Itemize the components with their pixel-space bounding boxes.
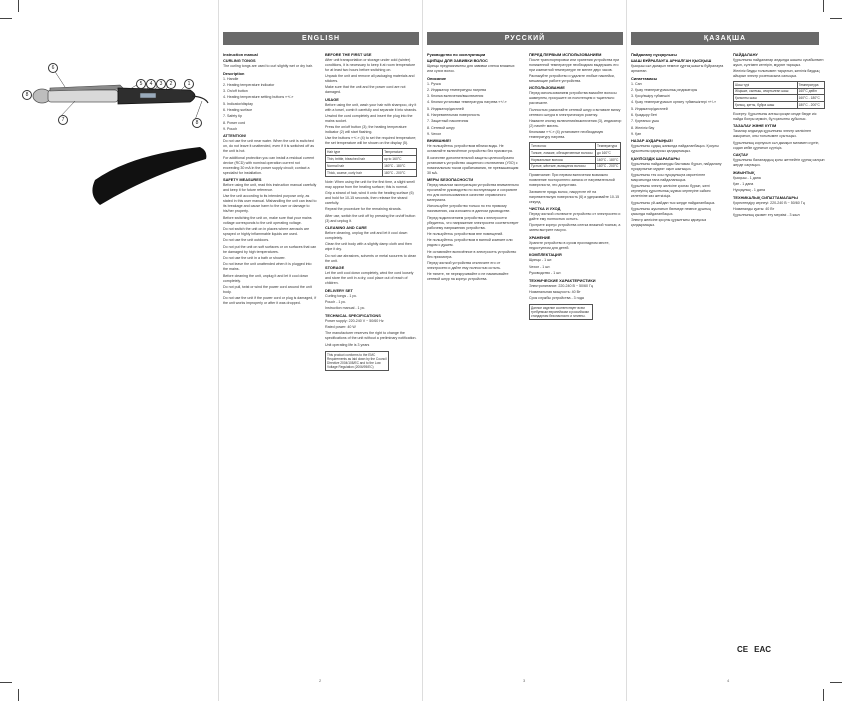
paragraph: Номиналды қуаты: 40 Вт <box>733 207 775 212</box>
table-row <box>734 88 825 95</box>
handle-shape <box>118 88 195 104</box>
section-heading: ТАЗАЛАУ ЖӘНЕ КҮТІМ <box>733 123 777 129</box>
page-number: 2 <box>319 678 322 683</box>
paragraph: 5. Индикатор/дисплей <box>427 106 464 111</box>
paragraph: Перед чисткой отключите устройство от электросети и дайте ему полностью остыть. <box>529 212 621 222</box>
paragraph: Перед использованием устройства вымойте волосы шампунем, просушите их полотенцем и тщательно расчешите. <box>529 91 617 106</box>
paragraph: Электр желісіне қосулы құрылғыны қараусыз қалдырмаңыз. <box>631 218 707 228</box>
paragraph: Полностью размотайте сетевой шнур и вставьте вилку сетевого шнура в электрическую розетку. <box>529 107 621 117</box>
paragraph: Нажмите кнопку включения/выключения (3), индикатор (2) начнёт мигать. <box>529 118 622 128</box>
table-row <box>734 102 825 109</box>
paragraph: Не пользуйтесь устройством в ванной комнате или рядом с душем. <box>427 238 513 248</box>
paragraph: Қысқыш - 1 дана <box>733 175 761 180</box>
section-heading: ТЕХНИЧЕСКИЕ ХАРАКТЕРИСТИКИ <box>529 277 596 283</box>
callout-badge: 7 <box>58 115 68 125</box>
table-cell: Қалыпты шаш <box>734 95 798 102</box>
text-column <box>223 50 317 371</box>
paragraph: Срок службы устройства - 3 года <box>529 296 584 301</box>
display-shape <box>140 93 156 98</box>
paragraph: Храните устройство в сухом прохладном месте, недоступном для детей. <box>529 240 610 250</box>
paragraph: Используйте устройство только по его прямому назначению, как изложено в данном руководстве. <box>427 204 511 214</box>
paragraph: 3. On/off button <box>223 89 248 94</box>
paragraph: 8. Желілік бау <box>631 125 655 130</box>
table-cell: Тонкие, ломкие, обесцвеченные волосы <box>530 149 596 156</box>
paragraph: Do not use abrasives, solvents or metal scourers to clean the unit. <box>325 253 417 263</box>
section-heading: КОМПЛЕКТАЦИЯ <box>529 252 562 258</box>
table-cell: Тип волос <box>530 143 596 150</box>
paragraph: 9. Чехол <box>427 131 442 136</box>
paragraph: Протрите корпус устройства слегка влажной тканью, а затем вытрите насухо. <box>529 223 621 233</box>
ce-mark: CE <box>737 645 749 654</box>
paragraph: Unit operating life is 3 years <box>325 342 370 347</box>
paragraph: Power supply: 220-240 V ~ 50/60 Hz <box>325 318 384 323</box>
paragraph: 2. Индикатор температуры нагрева <box>427 87 486 92</box>
temperature-table <box>529 142 621 170</box>
curling-tongs-illustration <box>20 55 210 215</box>
section-heading: САҚТАУ <box>733 152 749 158</box>
paragraph: В качестве дополнительной защиты целесообразно установить устройство защитного отключения (УЗО) с номинальным током срабатывания, не превышающим 30 мА. <box>427 155 519 175</box>
paragraph: 7. Защитный наконечник <box>427 119 469 124</box>
table-row <box>734 81 825 88</box>
section-heading: Описание <box>427 75 447 81</box>
paragraph: Не оставляйте включённое в электросеть устройство без присмотра. <box>427 249 517 259</box>
paragraph: Құрылғыны тек осы нұсқаулықта көрсетілген мақсатында ғана пайдаланыңыз. <box>631 173 706 183</box>
section-heading: ТЕХНИКАЛЫҚ СИПАТТАМАЛАРЫ <box>733 194 798 200</box>
paragraph: Do not put the unit on soft surfaces or on surfaces that can be damaged by high temperatures. <box>223 244 317 254</box>
paragraph: Do not use the unit in a bath or shower. <box>223 255 286 260</box>
paragraph: Do not pull, twist or wind the power cord around the unit body. <box>223 284 312 294</box>
callout-badge: 8 <box>192 118 202 128</box>
temperature-table <box>733 81 825 109</box>
paragraph: Перед чисткой устройства отключите его от электросети и дайте ему полностью остыть. <box>427 260 501 270</box>
table-row <box>734 95 825 102</box>
paragraph: Құрылғыны электр желісіне қоспас бұрын, желі кернеуінің құрылғының жұмыс кернеуіне сәйкес келетініне көз жеткізіңіз. <box>631 184 711 199</box>
paragraph: 2. Қызу температурасының индикаторы <box>631 87 698 92</box>
table-cell: Hair type <box>326 149 383 156</box>
section-heading: Руководство по эксплуатации <box>427 51 486 57</box>
table-row <box>326 156 417 163</box>
section-heading: ИСПОЛЬЗОВАНИЕ <box>529 85 565 91</box>
section-band-english: ENGLISH <box>223 32 419 45</box>
section-heading: ВНИМАНИЕ! <box>427 138 451 144</box>
paragraph: 1. Handle <box>223 76 239 81</box>
paragraph: Құрылғыны судың жанында пайдаланбаңыз. Қосулы құрылғыны қараусыз қалдырмаңыз. <box>631 144 719 154</box>
text-column <box>733 50 827 230</box>
paragraph: Curling tongs - 1 pc. <box>325 293 358 298</box>
table-cell: Шаш түрі <box>734 81 798 88</box>
pouch-shape <box>92 147 206 205</box>
section-heading: ЧИСТКА И УХОД <box>529 206 561 212</box>
table-cell: Temperature <box>383 149 417 156</box>
table-cell: Thin, brittle, bleached hair <box>326 156 383 163</box>
table-cell: 160°С - 180°С <box>596 156 621 163</box>
paragraph: 1. Ручка <box>427 81 441 86</box>
paragraph: 9. Қап <box>631 131 642 136</box>
paragraph: Rated power: 40 W <box>325 325 356 330</box>
paragraph: The curling tongs are used to curl slightly wet or dry hair. <box>223 64 313 68</box>
paragraph: Instruction manual - 1 pc. <box>325 306 366 311</box>
section-heading: ҚАУІПСІЗДІК ШАРАЛАРЫ <box>631 155 680 161</box>
page-english <box>218 0 423 701</box>
paragraph: Нұсқаулық - 1 дана <box>733 188 765 193</box>
eac-mark: EAC <box>754 645 772 654</box>
table-cell: Температура <box>797 81 824 88</box>
text-column <box>427 50 521 320</box>
paragraph: Құрылғыны пайдаланар алдында шашты сусабынмен жуып, сүлгімен кептіріп, мұқият тараңыз. <box>733 57 824 67</box>
section-band-kazakh: ҚАЗАҚША <box>631 32 819 45</box>
section-heading: BEFORE THE FIRST USE <box>325 51 372 57</box>
paragraph: Руководство - 1 шт. <box>529 271 562 276</box>
section-heading: ПАЙДАЛАНУ <box>733 51 758 57</box>
callout-badge: 1 <box>184 79 194 89</box>
paragraph: Захватите прядь волос, накрутите её на нагревательную поверхность (6) и удерживайте 10-15 секунд. <box>529 189 620 204</box>
page-number: 3 <box>523 678 526 683</box>
paragraph: Қоректендіру кернеуі: 220-240 В ~ 50/60 Гц <box>733 200 805 205</box>
paragraph: 4. Кнопки установки температуры нагрева «+/-» <box>427 100 507 105</box>
paragraph: 8. Power cord <box>223 120 246 125</box>
paragraph: Unwind the cord completely and insert the plug into the mains socket. <box>325 113 413 123</box>
certification-note <box>529 304 623 320</box>
paragraph: 6. Қыздыру беті <box>631 112 658 117</box>
paragraph: Do not switch the unit on in places where aerosols are sprayed or highly inflammable liquids are used. <box>223 227 310 237</box>
table-cell: 160°C - 180°C <box>797 95 824 102</box>
table-row <box>530 156 621 163</box>
section-heading: МЕРЫ БЕЗОПАСНОСТИ <box>427 177 474 183</box>
paragraph: 5. Индикатор/дисплей <box>631 106 668 111</box>
paragraph: For additional protection you can install a residual current device (RCD) with nominal operation current not exceeding 30 mA in the power supply circuit; contact a specialist for installation. <box>223 155 315 175</box>
paragraph: Не пользуйтесь устройством вне помещений. <box>427 232 504 237</box>
table-cell: Жіңішке, сынғыш, ағартылған шаш <box>734 88 798 95</box>
paragraph: Қысқыш сәл дымқыл немесе құрғақ шашты бұйралауға арналған. <box>631 64 724 73</box>
table-cell: 160°C - 180°C <box>383 163 417 170</box>
text-column <box>325 50 419 371</box>
paragraph: 3. Қосу/өшіру түймешігі <box>631 94 670 99</box>
certification-note <box>325 351 419 371</box>
paragraph: Grip a strand of hair, wind it onto the heating surface (6) and hold for 10-15 seconds, then release the strand carefully. <box>325 190 414 205</box>
paragraph: 7. Қорғаныс ұшы <box>631 119 660 124</box>
section-heading: STORAGE <box>325 265 345 271</box>
table-row <box>326 169 417 176</box>
section-heading: DELIVERY SET <box>325 287 353 293</box>
table-row <box>326 163 417 170</box>
compliance-marks <box>737 645 771 654</box>
page-kazakh <box>626 0 842 701</box>
callout-badge: 8 <box>22 90 32 100</box>
paragraph: Құрылғының корпусын сәл дымқыл матамен сүртіп, содан кейін құрғатып сүртіңіз. <box>733 140 820 150</box>
paragraph: 6. Heating surface <box>223 107 253 112</box>
table-cell: 180°C - 200°C <box>797 102 824 109</box>
section-heading: Description <box>223 70 245 76</box>
page-russian <box>422 0 627 701</box>
certification-text: This product conforms to the EMC Requirements as laid down by the Council Directive 2004/108/EC and to the Low Voltage Regulation (2006/95/EC) <box>325 351 389 371</box>
paragraph: Не пользуйтесь устройством вблизи воды. Не оставляйте включённое устройство без присмотра. <box>427 144 513 154</box>
paragraph: 2. Heating temperature indicator <box>223 82 275 87</box>
paragraph: Щипцы предназначены для завивки слегка влажных или сухих волос. <box>427 64 515 73</box>
paragraph: Желілік бауды толығымен тарқатып, желілік баудың айырын электр розеткасына салыңыз. <box>733 68 820 78</box>
section-heading: ПЕРЕД ПЕРВЫМ ИСПОЛЬЗОВАНИЕМ <box>529 51 602 57</box>
paragraph: Құрылғының қызмет ету мерзімі - 3 жыл <box>733 213 800 218</box>
paragraph: After use, switch the unit off by pressing the on/off button (3) and unplug it. <box>325 213 416 223</box>
paragraph: Құрылғыны пайдалануды бастамас бұрын, пайдалану нұсқаулығын мұқият оқып шығыңыз. <box>631 161 722 171</box>
temperature-table <box>325 148 417 176</box>
paragraph: 4. Heating temperature setting buttons «+/-» <box>223 95 294 100</box>
callout-badge: 5 <box>136 79 146 89</box>
section-heading: НАЗАР АУДАРЫҢЫЗ! <box>631 138 673 144</box>
section-heading: TECHNICAL SPECIFICATIONS <box>325 312 381 318</box>
paragraph: Make sure that the unit and the power cord are not damaged. <box>325 85 406 95</box>
paragraph: Do not use the unit if the power cord or plug is damaged, if the unit works improperly or after it was dropped. <box>223 296 317 306</box>
paragraph: Before cleaning, unplug the unit and let it cool down completely. <box>325 231 408 241</box>
table-cell: Нормальные волосы <box>530 156 596 163</box>
callout-badge: 4 <box>146 79 156 89</box>
paragraph: 1. Сап <box>631 81 642 86</box>
paragraph: Pouch - 1 pc. <box>325 299 347 304</box>
paragraph: Құрылғыны үй-жайдан тыс жерде пайдаланбаңыз. <box>631 200 716 205</box>
paragraph: Repeat the procedure for the remaining strands. <box>325 207 402 212</box>
table-cell: Normal hair <box>326 163 383 170</box>
paragraph: Before using the unit, read this instruction manual carefully and keep it for future reference. <box>223 183 317 193</box>
table-cell: 180°C - 200°C <box>383 169 417 176</box>
paragraph: Электропитание: 220-240 В ~ 50/60 Гц <box>529 283 594 288</box>
paragraph: Let the unit cool down completely, wind the cord loosely and store the unit in a dry, cool place out of reach of children. <box>325 271 414 286</box>
section-heading: Сипаттамасы <box>631 75 658 81</box>
paragraph: 4. Қызу температурасын орнату түймешіктері «+/-» <box>631 100 717 105</box>
paragraph: После транспортировки или хранения устройства при пониженной температуре необходимо выдержать его при комнатной температуре не менее двух часов. <box>529 57 620 72</box>
paragraph: 9. Pouch <box>223 126 238 131</box>
paragraph: 8. Сетевой шнур <box>427 125 455 130</box>
paragraph: 5. Indicator/display <box>223 101 253 106</box>
paragraph: Құрылғыны жуынатын бөлмеде немесе душтың қасында пайдаланбаңыз. <box>631 207 711 217</box>
paragraph: 7. Safety tip <box>223 114 242 119</box>
section-heading: SAFETY MEASURES <box>223 177 262 183</box>
paragraph: Use the unit according to its intended purpose only, as stated in this user manual. Mishandling the unit can lead to its breakage and cause harm to the user or damage to his/her property. <box>223 194 317 214</box>
table-row <box>326 149 417 156</box>
paragraph: Before using the unit, wash your hair with shampoo, dry it with a towel, comb it carefully and separate it into strands. <box>325 102 418 112</box>
paragraph: Перед началом эксплуатации устройства внимательно прочитайте руководство по эксплуатации и сохраните его для использования в качестве справочного материала. <box>427 183 519 203</box>
paragraph: Do not leave the unit unattended when it is plugged into the mains. <box>223 262 312 272</box>
section-heading: ATTENTION! <box>223 133 247 139</box>
section-heading: Пайдалану нұсқаулығы <box>631 51 677 57</box>
paragraph: Unpack the unit and remove all packaging materials and stickers. <box>325 73 415 83</box>
paragraph: Press the on/off button (3); the heating temperature indicator (2) will start flashing. <box>325 125 407 135</box>
paragraph: Номинальная мощность: 40 Вт <box>529 289 581 294</box>
section-heading: ШАШ БҰЙРАЛАУҒА АРНАЛҒАН ҚЫСҚЫШ <box>631 58 712 63</box>
text-column <box>631 50 725 230</box>
paragraph: Кнопками «+/-» (4) установите необходимую температуру нагрева. <box>529 130 604 140</box>
paragraph: Қап - 1 дана <box>733 182 754 187</box>
section-heading: USAGE <box>325 96 339 102</box>
paragraph: Ескерту: Құрылғыны алғаш қосқан кезде бөгде иіс пайда болуы мүмкін, бұл қалыпты құбылыс. <box>733 111 817 121</box>
paragraph: Use the buttons «+/-» (4) to set the required temperature; the set temperature will be shown on the display (5). <box>325 136 417 146</box>
table-row <box>530 149 621 156</box>
table-cell: 180°С - 200°С <box>596 163 621 170</box>
text-column <box>529 50 623 320</box>
table-cell: Қалың, қатты, бұйра шаш <box>734 102 798 109</box>
paragraph: After unit transportation or storage under cold (winter) conditions, it is necessary to keep it at room temperature for at least two hours before switching on. <box>325 57 416 72</box>
callout-badge: 3 <box>156 79 166 89</box>
certification-text: Данное изделие соответствует всем требуемым европейским и российским стандартам безопасности и гигиены. <box>529 304 593 320</box>
paragraph: Do not use the unit outdoors. <box>223 238 270 243</box>
paragraph: 6. Нагревательная поверхность <box>427 112 480 117</box>
paragraph: The manufacturer reserves the right to change the specifications of the unit without a preliminary notification. <box>325 331 417 341</box>
paragraph: Clean the unit body with a slightly damp cloth and then wipe it dry. <box>325 242 412 252</box>
heating-barrel-shape <box>48 90 118 102</box>
table-cell: Густые, жёсткие, вьющиеся волосы <box>530 163 596 170</box>
paragraph: Примечание: При первом включении возможно появление постороннего запаха от нагревательной поверхности, это допустимо. <box>529 173 615 188</box>
paragraph: Құрылғыны балалардың қолы жетпейтін құрғақ салқын жерде сақтаңыз. <box>733 158 825 168</box>
table-cell: Thick, coarse, curly hair <box>326 169 383 176</box>
paragraph: Тазалар алдында құрылғыны электр желісінен ажыратып, оны толығымен суытыңыз. <box>733 129 811 139</box>
table-cell: до 160°С <box>596 149 621 156</box>
table-row <box>530 163 621 170</box>
callout-badge: 2 <box>166 79 176 89</box>
callout-badge: 6 <box>48 63 58 73</box>
paragraph: Щипцы - 1 шт. <box>529 258 553 263</box>
section-heading: CLEANING AND CARE <box>325 225 367 231</box>
paragraph: Before switching the unit on, make sure that your mains voltage corresponds to the unit operating voltage. <box>223 215 312 225</box>
section-heading: ХРАНЕНИЕ <box>529 234 551 240</box>
paragraph: Чехол - 1 шт. <box>529 264 551 269</box>
paragraph: Перед подключением устройства к электросети убедитесь, что напряжение электросети соответствует рабочему напряжению устройства. <box>427 215 519 230</box>
section-band-russian: РУССКИЙ <box>427 32 623 45</box>
paragraph: Распакуйте устройство и удалите любые наклейки, мешающие работе устройства. <box>529 73 615 83</box>
paragraph: Note: When using the unit for the first time, a slight smell may appear from the heating surface; this is normal. <box>325 179 415 189</box>
paragraph: Do not use the unit near water. When the unit is switched on, do not leave it unattended, even if it is switched off as the unit is hot. <box>223 139 315 154</box>
page-number: 4 <box>727 678 730 683</box>
section-heading: ЩИПЦЫ ДЛЯ ЗАВИВКИ ВОЛОС <box>427 58 488 63</box>
section-heading: CURLING TONGS <box>223 58 256 63</box>
section-heading: Instruction manual <box>223 51 258 57</box>
table-row <box>530 143 621 150</box>
paragraph: Before cleaning the unit, unplug it and let it cool down completely. <box>223 273 309 283</box>
table-cell: up to 160°C <box>383 156 417 163</box>
table-cell: 160°C дейін <box>797 88 824 95</box>
page-illustration <box>0 0 218 701</box>
section-heading: ЖИЫНТЫҚ <box>733 169 755 175</box>
table-cell: Температура <box>596 143 621 150</box>
paragraph: 3. Кнопка включения/выключения <box>427 94 484 99</box>
paragraph: Не тяните, не перекручивайте и не наматывайте сетевой шнур на корпус устройства. <box>427 272 509 282</box>
